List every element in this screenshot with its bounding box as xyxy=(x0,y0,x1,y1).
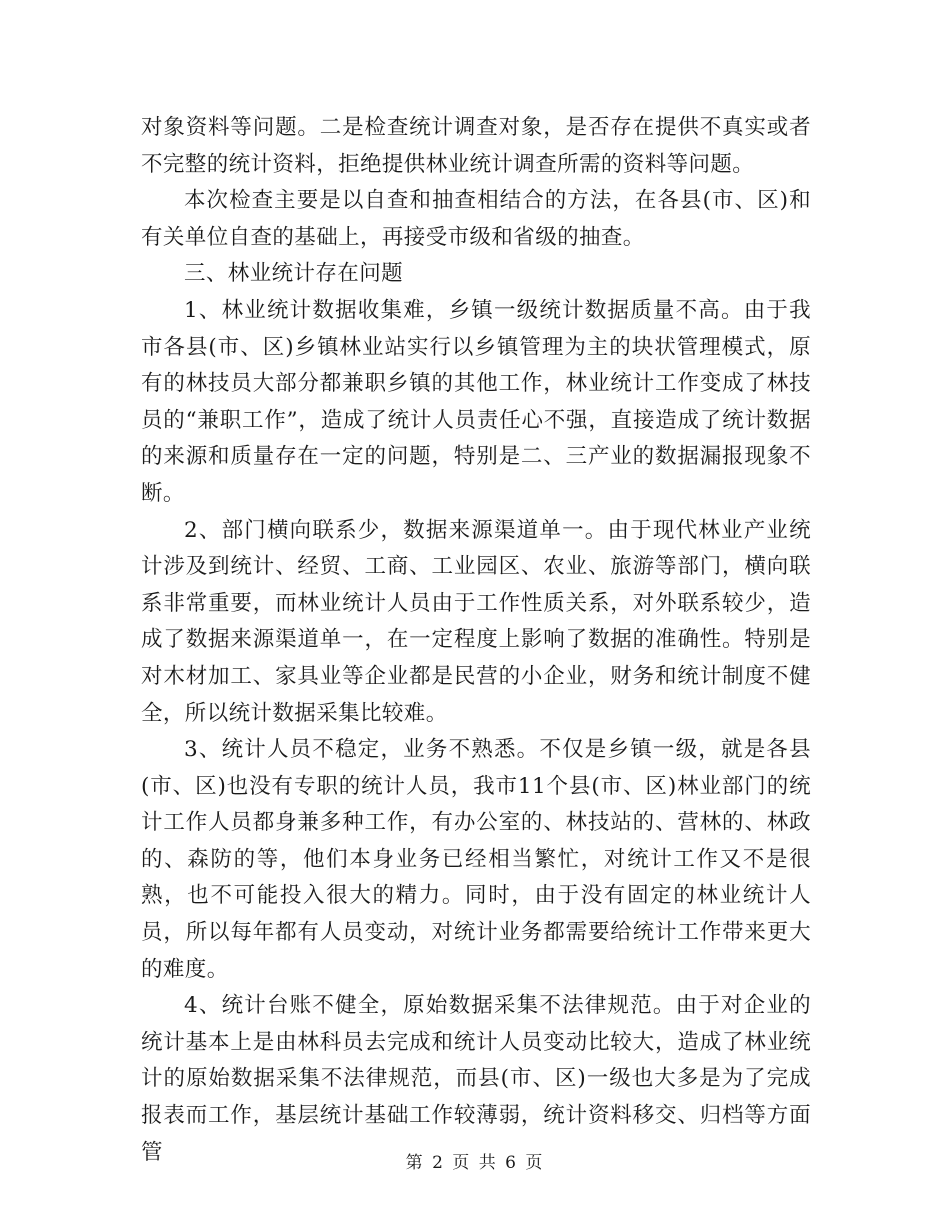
paragraph: 本次检查主要是以自查和抽查相结合的方法，在各县(市、区)和有关单位自查的基础上，再接受市级和省级的抽查。 xyxy=(141,188,811,250)
paragraph: 对象资料等问题。二是检查统计调查对象，是否存在提供不真实或者不完整的统计资料，拒绝提供林业统计调查所需的资料等问题。 xyxy=(141,115,811,177)
document-body xyxy=(141,110,811,1171)
paragraph: 3、统计人员不稳定，业务不熟悉。不仅是乡镇一级，就是各县(市、区)也没有专职的统计人员，我市11个县(市、区)林业部门的统计工作人员都身兼多种工作，有办公室的、林技站的、营林的、林政的、森防的等，他们本身业务已经相当繁忙，对统计工作又不是很熟，也不可能投入很大的精力。同时，由于没有固定的林业统计人员，所以每年都有人员变动，对统计业务都需要给统计工作带来更大的难度。 xyxy=(141,737,811,982)
paragraph: 1、林业统计数据收集难，乡镇一级统计数据质量不高。由于我市各县(市、区)乡镇林业站实行以乡镇管理为主的块状管理模式，原有的林技员大部分都兼职乡镇的其他工作，林业统计工作变成了林技员的“兼职工作”，造成了统计人员责任心不强，直接造成了统计数据的来源和质量存在一定的问题，特别是二、三产业的数据漏报现象不断。 xyxy=(141,297,811,506)
paragraph: 2、部门横向联系少，数据来源渠道单一。由于现代林业产业统计涉及到统计、经贸、工商、工业园区、农业、旅游等部门，横向联系非常重要，而林业统计人员由于工作性质关系，对外联系较少，造成了数据来源渠道单一，在一定程度上影响了数据的准确性。特别是对木材加工、家具业等企业都是民营的小企业，财务和统计制度不健全，所以统计数据采集比较难。 xyxy=(141,517,811,726)
page-number-footer: 第 2 页 共 6 页 xyxy=(405,1153,545,1173)
paragraph: 4、统计台账不健全，原始数据采集不法律规范。由于对企业的统计基本上是由林科员去完成和统计人员变动比较大，造成了林业统计的原始数据采集不法律规范，而县(市、区)一级也大多是为了完成报表而工作，基层统计基础工作较薄弱，统计资料移交、归档等方面管 xyxy=(141,993,811,1165)
section-heading: 三、林业统计存在问题 xyxy=(184,261,404,287)
